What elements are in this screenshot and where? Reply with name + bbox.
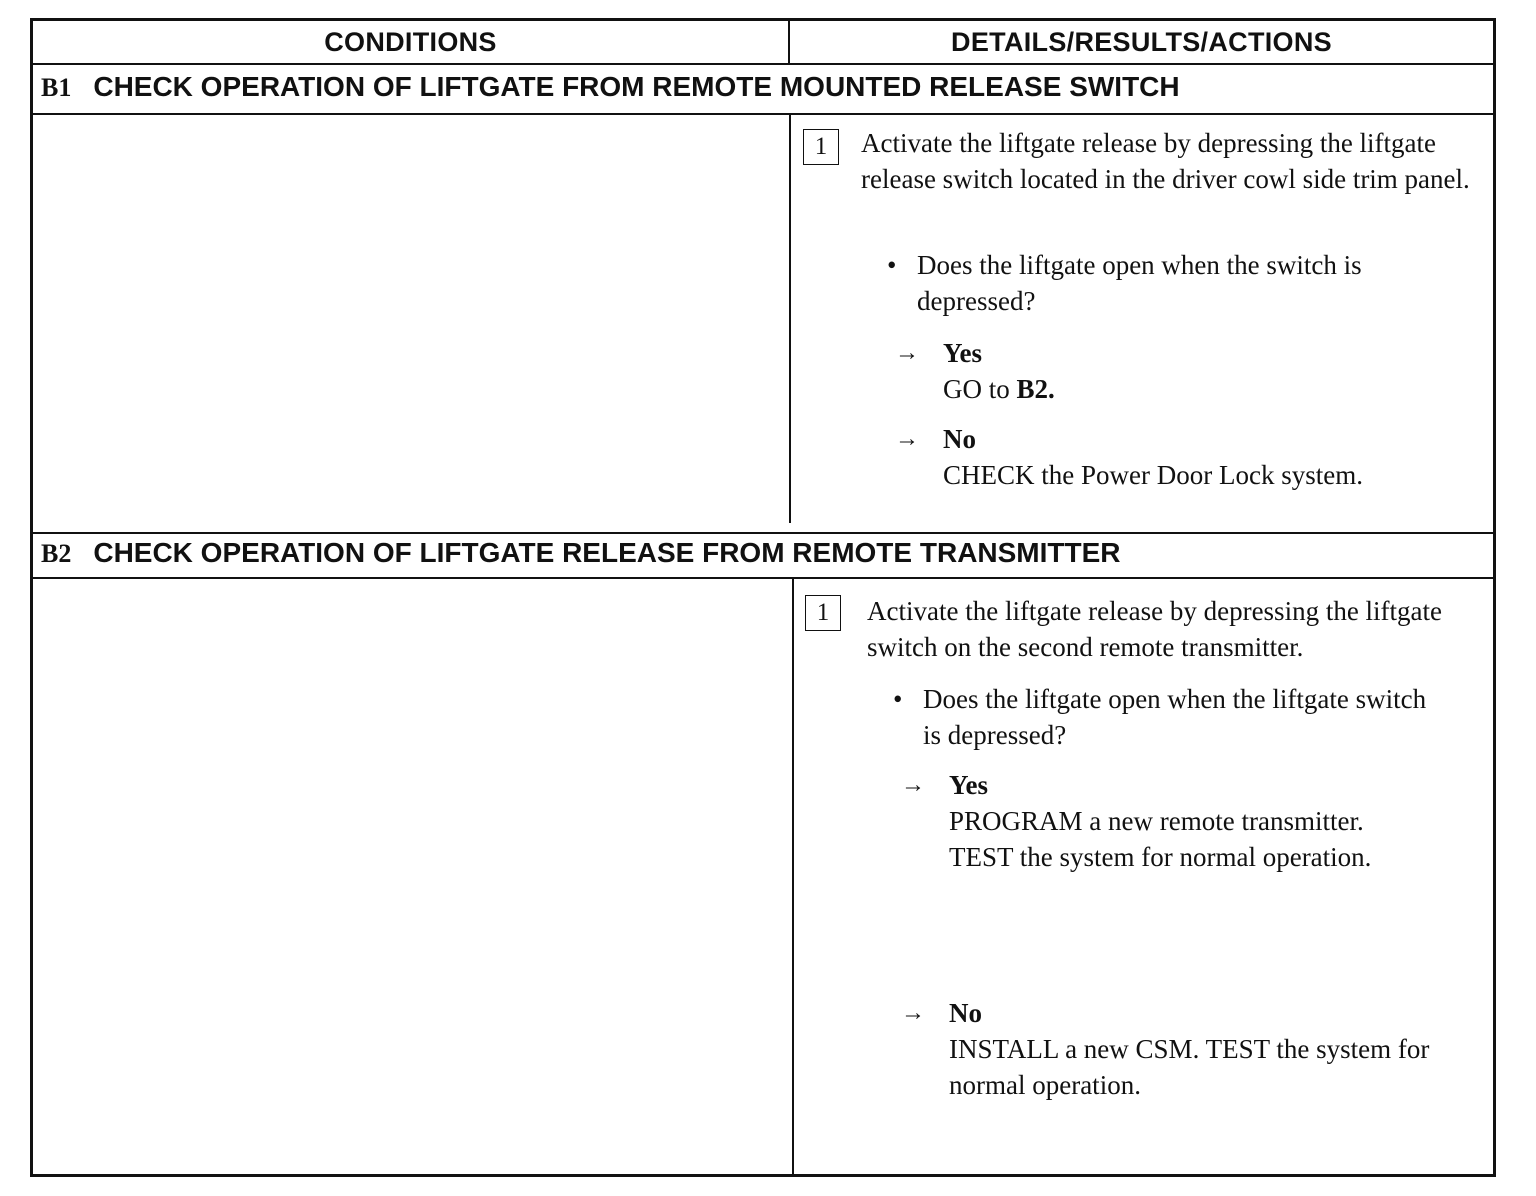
bullet-icon: • xyxy=(887,250,897,280)
arrow-right-icon: → xyxy=(895,340,919,366)
check-question: • Does the liftgate open when the liftgate switch is depressed? xyxy=(923,681,1443,753)
section-header-b1 xyxy=(41,71,1180,103)
arrow-right-icon: → xyxy=(901,1000,925,1026)
result-no xyxy=(895,421,1463,493)
section-title: CHECK OPERATION OF LIFTGATE RELEASE FROM REMOTE TRANSMITTER xyxy=(93,537,1121,568)
check-question: • Does the liftgate open when the switch is depressed? xyxy=(917,247,1457,319)
result-action-line: TEST the system for normal operation. xyxy=(949,842,1372,872)
result-yes xyxy=(901,767,1479,875)
column-divider xyxy=(789,113,791,523)
result-action: GO to B2. xyxy=(943,374,1055,404)
result-label: Yes xyxy=(943,338,982,368)
section-code: B1 xyxy=(41,73,72,102)
diagnostic-table xyxy=(30,18,1496,1177)
result-action: INSTALL a new CSM. TEST the system for normal operation. xyxy=(949,1034,1430,1100)
arrow-right-icon: → xyxy=(901,772,925,798)
result-action: CHECK the Power Door Lock system. xyxy=(943,460,1363,490)
row-divider xyxy=(33,577,1493,579)
column-divider xyxy=(792,577,794,1177)
section-header-b2 xyxy=(41,537,1121,569)
section-code: B2 xyxy=(41,539,72,568)
result-yes xyxy=(895,335,1463,407)
column-header-conditions: CONDITIONS xyxy=(324,27,497,57)
result-label: No xyxy=(949,998,982,1028)
row-divider xyxy=(33,63,1493,65)
bullet-icon: • xyxy=(893,684,903,714)
row-divider xyxy=(33,532,1493,534)
step-number-box: 1 xyxy=(805,595,841,631)
arrow-right-icon: → xyxy=(895,426,919,452)
step-instruction: Activate the liftgate release by depressing the liftgate release switch located in the driver cowl side trim panel. xyxy=(861,128,1470,194)
column-header-details: DETAILS/RESULTS/ACTIONS xyxy=(951,27,1332,57)
row-divider xyxy=(33,113,1493,115)
result-label: Yes xyxy=(949,770,988,800)
result-no xyxy=(901,995,1479,1103)
result-label: No xyxy=(943,424,976,454)
header-divider xyxy=(788,21,790,63)
step-instruction: Activate the liftgate release by depressing the liftgate switch on the second remote transmitter. xyxy=(867,596,1443,662)
goto-target: B2. xyxy=(1016,374,1055,404)
result-action-line: PROGRAM a new remote transmitter. xyxy=(949,806,1364,836)
section-title: CHECK OPERATION OF LIFTGATE FROM REMOTE MOUNTED RELEASE SWITCH xyxy=(93,71,1180,102)
step-number-box: 1 xyxy=(803,129,839,165)
